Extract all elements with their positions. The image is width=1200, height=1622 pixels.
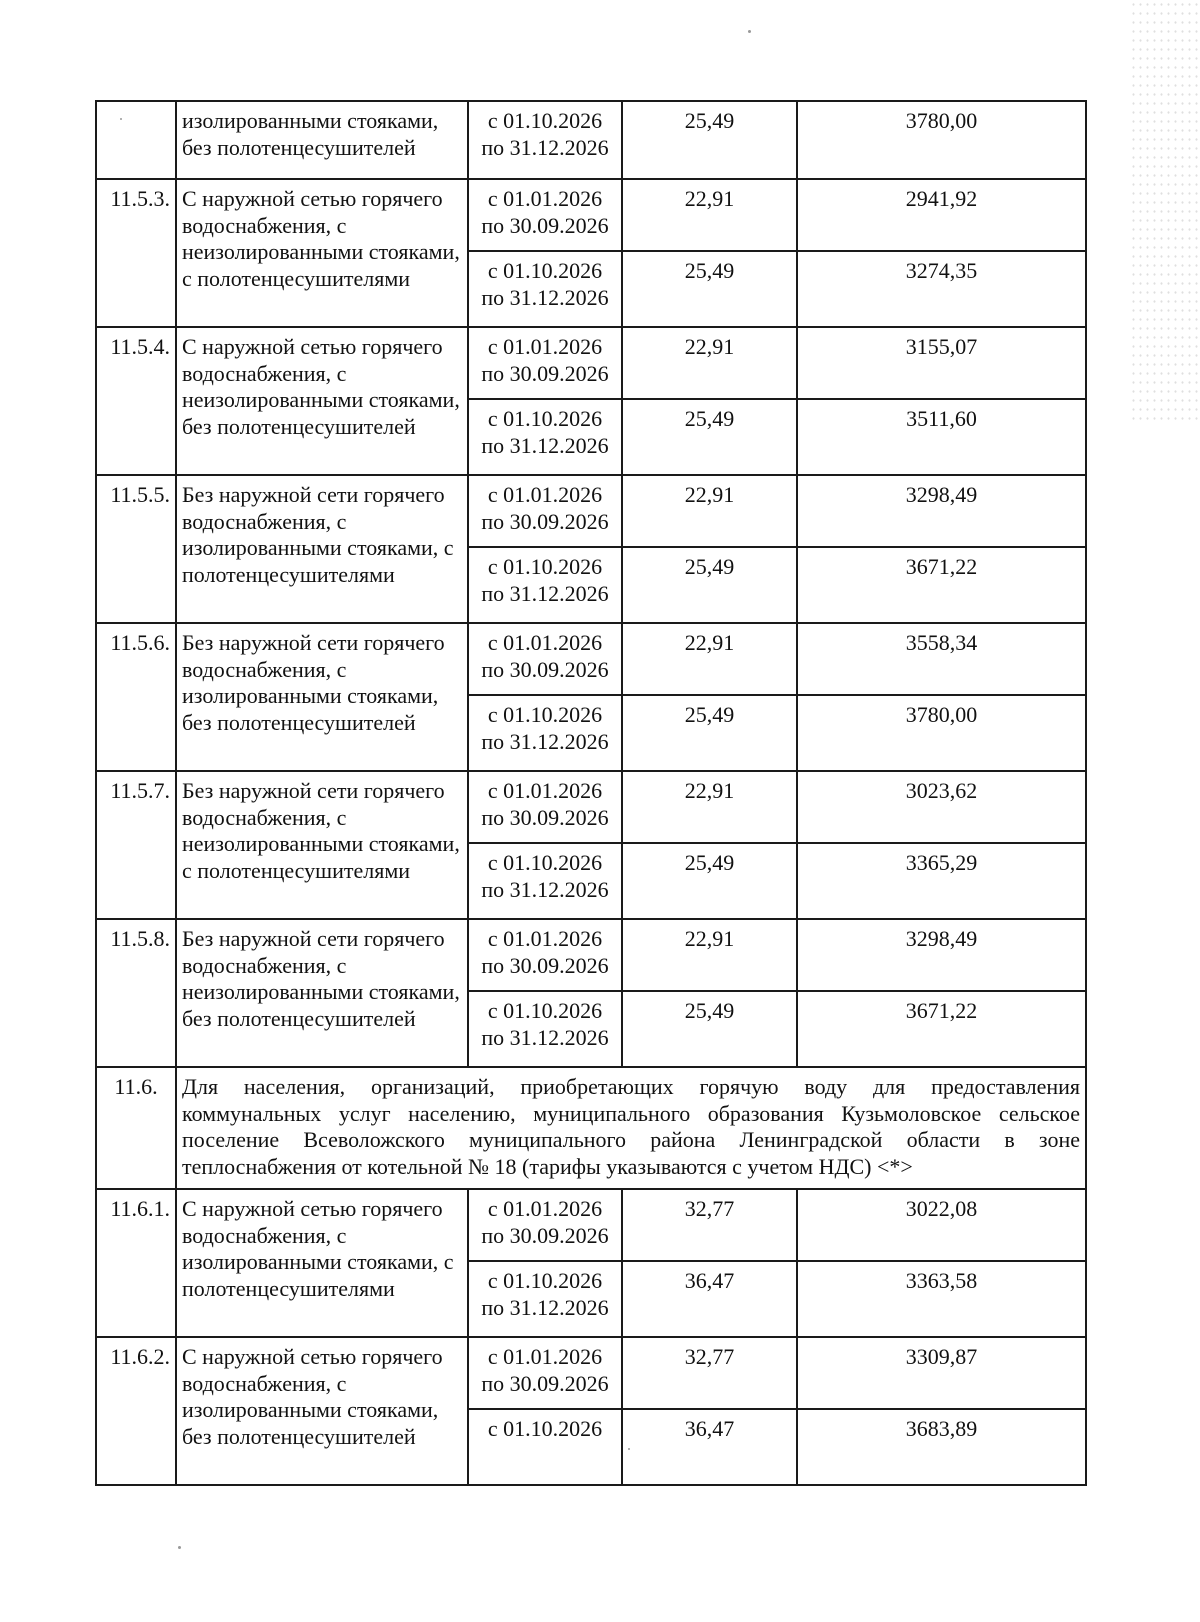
row-number-cell: 11.5.8. [96, 919, 176, 1067]
price-cell: 3671,22 [797, 991, 1086, 1067]
row-number-cell: 11.5.4. [96, 327, 176, 475]
description-cell: С наружной сетью горячего водоснабжения, с изолированными стояками, без полотенцесушителей [176, 1337, 468, 1485]
table-row [96, 1189, 1086, 1261]
price-cell: 3309,87 [797, 1337, 1086, 1409]
rate-cell: 25,49 [622, 399, 797, 475]
price-cell: 3274,35 [797, 251, 1086, 327]
period-cell: с 01.01.2026 по 30.09.2026 [468, 919, 622, 991]
rate-cell: 25,49 [622, 547, 797, 623]
scan-speck [178, 1546, 181, 1549]
period-cell: с 01.10.2026 [468, 1409, 622, 1485]
rate-cell: 25,49 [622, 695, 797, 771]
price-cell: 2941,92 [797, 179, 1086, 251]
price-cell: 3365,29 [797, 843, 1086, 919]
price-cell: 3298,49 [797, 919, 1086, 991]
period-cell: с 01.01.2026 по 30.09.2026 [468, 327, 622, 399]
price-cell: 3022,08 [797, 1189, 1086, 1261]
section-row [96, 1067, 1086, 1189]
description-cell: Без наружной сети горячего водоснабжения, с неизолированными стояками, без полотенцесушителей [176, 919, 468, 1067]
tariff-table [95, 100, 1087, 1486]
period-cell: с 01.01.2026 по 30.09.2026 [468, 1189, 622, 1261]
period-cell: с 01.10.2026 по 31.12.2026 [468, 991, 622, 1067]
period-cell: с 01.10.2026 по 31.12.2026 [468, 399, 622, 475]
price-cell: 3558,34 [797, 623, 1086, 695]
period-cell: с 01.01.2026 по 30.09.2026 [468, 771, 622, 843]
description-cell: С наружной сетью горячего водоснабжения, с неизолированными стояками, без полотенцесушителей [176, 327, 468, 475]
section-description-cell: Для населения, организаций, приобретающих горячую воду для предоставления коммунальных услуг населению, муниципального образования Кузьмоловское сельское поселение Всеволожского муниципального района Ленинградской области в зоне теплоснабжения от котельной № 18 (тарифы указываются с учетом НДС) <*> [176, 1067, 1086, 1189]
rate-cell: 36,47 [622, 1409, 797, 1485]
period-cell: с 01.01.2026 по 30.09.2026 [468, 1337, 622, 1409]
rate-cell: 32,77 [622, 1337, 797, 1409]
price-cell: 3023,62 [797, 771, 1086, 843]
rate-cell: 32,77 [622, 1189, 797, 1261]
price-cell: 3363,58 [797, 1261, 1086, 1337]
description-cell: Без наружной сети горячего водоснабжения, с изолированными стояками, без полотенцесушителей [176, 623, 468, 771]
price-cell: 3671,22 [797, 547, 1086, 623]
period-cell: с 01.01.2026 по 30.09.2026 [468, 475, 622, 547]
description-cell: Без наружной сети горячего водоснабжения, с изолированными стояками, с полотенцесушителями [176, 475, 468, 623]
description-cell: Без наружной сети горячего водоснабжения, с неизолированными стояками, с полотенцесушителями [176, 771, 468, 919]
period-cell: с 01.10.2026 по 31.12.2026 [468, 695, 622, 771]
table-row [96, 475, 1086, 547]
table-row [96, 1337, 1086, 1409]
period-cell: с 01.10.2026 по 31.12.2026 [468, 251, 622, 327]
period-cell: с 01.10.2026 по 31.12.2026 [468, 547, 622, 623]
section-number-cell: 11.6. [96, 1067, 176, 1189]
price-cell: 3298,49 [797, 475, 1086, 547]
description-cell: С наружной сетью горячего водоснабжения, с неизолированными стояками, с полотенцесушителями [176, 179, 468, 327]
period-cell: с 01.01.2026 по 30.09.2026 [468, 179, 622, 251]
scan-edge-noise [1130, 0, 1200, 420]
table-row [96, 179, 1086, 251]
price-cell: 3780,00 [797, 695, 1086, 771]
rate-cell: 25,49 [622, 251, 797, 327]
row-number-cell: 11.5.6. [96, 623, 176, 771]
table-row [96, 327, 1086, 399]
row-number-cell [96, 101, 176, 179]
row-number-cell: 11.5.7. [96, 771, 176, 919]
table-row [96, 101, 1086, 179]
rate-cell: 25,49 [622, 991, 797, 1067]
rate-cell: 22,91 [622, 919, 797, 991]
table-row [96, 919, 1086, 991]
row-number-cell: 11.6.2. [96, 1337, 176, 1485]
period-cell: с 01.10.2026 по 31.12.2026 [468, 1261, 622, 1337]
scan-speck [748, 30, 751, 33]
price-cell: 3511,60 [797, 399, 1086, 475]
period-cell: с 01.10.2026 по 31.12.2026 [468, 101, 622, 179]
rate-cell: 22,91 [622, 623, 797, 695]
rate-cell: 36,47 [622, 1261, 797, 1337]
description-cell: изолированными стояками, без полотенцесушителей [176, 101, 468, 179]
table-row [96, 623, 1086, 695]
rate-cell: 22,91 [622, 327, 797, 399]
price-cell: 3683,89 [797, 1409, 1086, 1485]
rate-cell: 25,49 [622, 101, 797, 179]
period-cell: с 01.10.2026 по 31.12.2026 [468, 843, 622, 919]
rate-cell: 22,91 [622, 179, 797, 251]
rate-cell: 22,91 [622, 475, 797, 547]
price-cell: 3155,07 [797, 327, 1086, 399]
row-number-cell: 11.5.3. [96, 179, 176, 327]
description-cell: С наружной сетью горячего водоснабжения, с изолированными стояками, с полотенцесушителями [176, 1189, 468, 1337]
rate-cell: 25,49 [622, 843, 797, 919]
period-cell: с 01.01.2026 по 30.09.2026 [468, 623, 622, 695]
table-row [96, 771, 1086, 843]
row-number-cell: 11.6.1. [96, 1189, 176, 1337]
price-cell: 3780,00 [797, 101, 1086, 179]
rate-cell: 22,91 [622, 771, 797, 843]
row-number-cell: 11.5.5. [96, 475, 176, 623]
